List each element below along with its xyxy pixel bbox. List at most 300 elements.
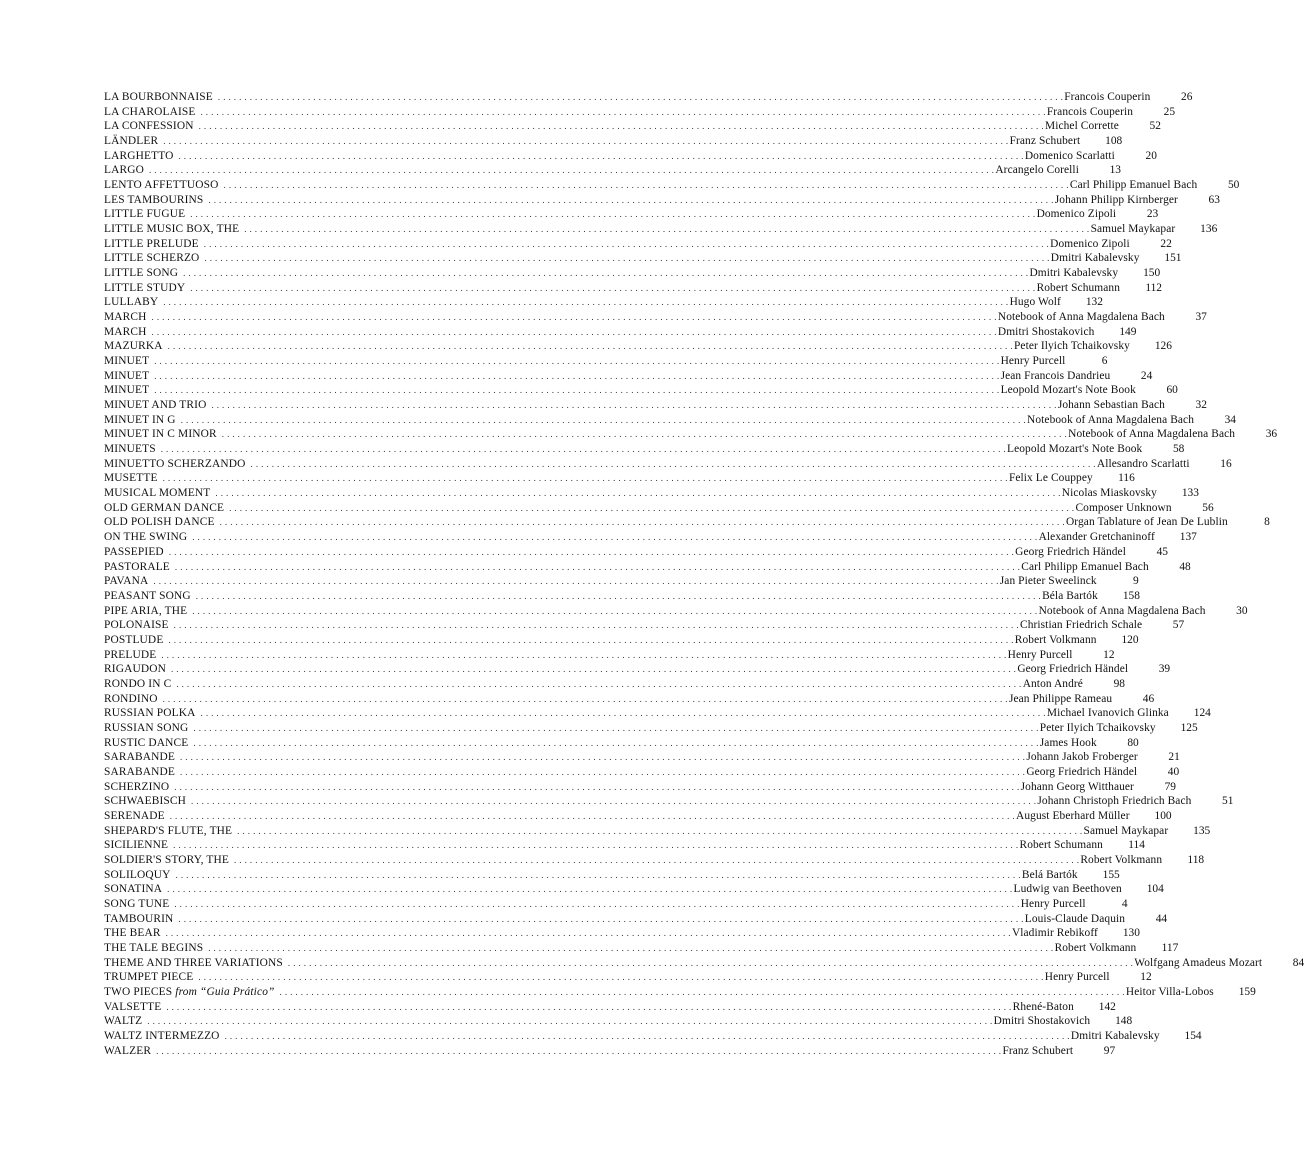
entry-page-number: 133: [1181, 487, 1199, 500]
index-entry: [104, 398, 1207, 413]
index-entry: [104, 413, 1236, 428]
entry-composer: Henry Purcell: [1007, 648, 1073, 661]
dot-leader: . . . . . . . . . . . . . . . . . . . . . . . . . . . . . . . . . . . . . . . . . . . . . . . . . . . . . . . . . . . . . . . . . . . . . . . . . . . . . . . . . . . . . . . . . . . . . . . . . . . . . . . . . . . . . . . . . . . . . . . . . . . . . . . . . . . . . . . . . . . . . . . . . . . . . . . . . . . . . . . .: [174, 898, 1020, 909]
entry-title-text: RUSSIAN SONG: [104, 721, 189, 734]
entry-page-number: 4: [1121, 897, 1128, 910]
entry-composer: Robert Volkmann: [1014, 633, 1097, 646]
dot-leader: . . . . . . . . . . . . . . . . . . . . . . . . . . . . . . . . . . . . . . . . . . . . . . . . . . . . . . . . . . . . . . . . . . . . . . . . . . . . . . . . . . . . . . . . . . . . . . . . . . . . . . . . . . . . . . . . . . . . . . . . . . . . . . . . . . . . . . . . . . . . . . . . . . . . . . . . . . . . . . . .: [180, 414, 1027, 425]
entry-composer: Dmitri Kabalevsky: [1050, 252, 1140, 265]
entry-title-text: SONG TUNE: [104, 897, 170, 910]
entry-page-number: 149: [1119, 325, 1137, 338]
entry-title-text: PIPE ARIA, THE: [104, 604, 188, 617]
entry-composer: Johann Georg Witthauer: [1020, 780, 1134, 793]
dot-leader: . . . . . . . . . . . . . . . . . . . . . . . . . . . . . . . . . . . . . . . . . . . . . . . . . . . . . . . . . . . . . . . . . . . . . . . . . . . . . . . . . . . . . . . . . . . . . . . . . . . . . . . . . . . . . . . . . . . . . . . . . . . . . . . . . . . . . . . . . . . . . . . . . . . . . . . . . . . . . . . .: [179, 752, 1026, 763]
dot-leader: . . . . . . . . . . . . . . . . . . . . . . . . . . . . . . . . . . . . . . . . . . . . . . . . . . . . . . . . . . . . . . . . . . . . . . . . . . . . . . . . . . . . . . . . . . . . . . . . . . . . . . . . . . . . . . . . . . . . . . . . . . . . . . . . . . . . . . . . . . . . . . . . . . . . . . . . . . . . . . . .: [163, 297, 1009, 308]
entry-page-number: 104: [1146, 883, 1164, 896]
entry-title: [104, 560, 170, 575]
entry-title: [104, 824, 232, 839]
index-entry: [104, 574, 1139, 589]
entry-page-number: 100: [1154, 809, 1172, 822]
entry-page-number: 56: [1202, 501, 1214, 514]
entry-composer: Henry Purcell: [1000, 355, 1066, 368]
index-entry: [104, 515, 1270, 530]
index-entry: [104, 794, 1234, 809]
entry-title: [104, 956, 283, 971]
entry-composer: Notebook of Anna Magdalena Bach: [997, 311, 1165, 324]
entry-title-text: VALSETTE: [104, 1000, 162, 1013]
entry-composer: Heitor Villa-Lobos: [1125, 985, 1214, 998]
entry-composer: Jan Pieter Sweelinck: [999, 575, 1097, 588]
entry-composer: Peter Ilyich Tchaikovsky: [1014, 340, 1130, 353]
entry-title: [104, 897, 169, 912]
entry-title-text: LITTLE PRELUDE: [104, 237, 199, 250]
entry-page-number: 22: [1160, 237, 1172, 250]
dot-leader: . . . . . . . . . . . . . . . . . . . . . . . . . . . . . . . . . . . . . . . . . . . . . . . . . . . . . . . . . . . . . . . . . . . . . . . . . . . . . . . . . . . . . . . . . . . . . . . . . . . . . . . . . . . . . . . . . . . . . . . . . . . . . . . . . . . . . . . . . . . . . . . . . . . . . . . . . . . . . . . .: [193, 722, 1039, 733]
entry-title: [104, 545, 164, 560]
entry-composer: Georg Friedrich Händel: [1015, 545, 1126, 558]
entry-page-number: 116: [1118, 472, 1135, 485]
entry-composer: Dmitri Shostakovich: [997, 325, 1095, 338]
index-entry: [104, 281, 1162, 296]
entry-composer: Felix Le Couppey: [1008, 472, 1093, 485]
entry-composer: Samuel Maykapar: [1083, 824, 1169, 837]
entry-title: [104, 706, 196, 721]
dot-leader: . . . . . . . . . . . . . . . . . . . . . . . . . . . . . . . . . . . . . . . . . . . . . . . . . . . . . . . . . . . . . . . . . . . . . . . . . . . . . . . . . . . . . . . . . . . . . . . . . . . . . . . . . . . . . . . . . . . . . . . . . . . . . . . . . . . . . . . . . . . . . . . . . . . . . . . . . . . . . . . .: [204, 253, 1050, 264]
index-entry: [104, 310, 1207, 325]
index-entry: [104, 897, 1128, 912]
entry-page-number: 124: [1193, 707, 1211, 720]
index-entry: [104, 501, 1214, 516]
index-entry: [104, 105, 1176, 120]
entry-title-text: LITTLE SONG: [104, 267, 179, 280]
entry-composer: Franz Schubert: [1002, 1044, 1074, 1057]
entry-title-text: SHEPARD'S FLUTE, THE: [104, 824, 233, 837]
entry-page-number: 26: [1181, 91, 1193, 103]
entry-title: [104, 149, 173, 164]
index-entry: [104, 1029, 1202, 1044]
index-entry: [104, 119, 1161, 134]
entry-page-number: 37: [1195, 311, 1207, 324]
entry-title: [104, 251, 199, 266]
index-entry: [104, 193, 1220, 208]
dot-leader: . . . . . . . . . . . . . . . . . . . . . . . . . . . . . . . . . . . . . . . . . . . . . . . . . . . . . . . . . . . . . . . . . . . . . . . . . . . . . . . . . . . . . . . . . . . . . . . . . . . . . . . . . . . . . . . . . . . . . . . . . . . . . . . . . . . . . . . . . . . . . . . . . . . . . . . . . . . . . . . .: [287, 957, 1134, 968]
entry-page-number: 51: [1222, 795, 1234, 808]
entry-title: [104, 692, 158, 707]
entry-title: [104, 780, 169, 795]
entry-title: [104, 310, 147, 325]
entry-title: [104, 648, 156, 663]
index-entry: [104, 985, 1256, 1000]
entry-title-text: LARGO: [104, 164, 144, 177]
entry-page-number: 8: [1264, 516, 1270, 529]
entry-page-number: 44: [1155, 912, 1168, 925]
dot-leader: . . . . . . . . . . . . . . . . . . . . . . . . . . . . . . . . . . . . . . . . . . . . . . . . . . . . . . . . . . . . . . . . . . . . . . . . . . . . . . . . . . . . . . . . . . . . . . . . . . . . . . . . . . . . . . . . . . . . . . . . . . . . . . . . . . . . . . . . . . . . . . . . . . . . . . . . . . . . . . . .: [165, 928, 1011, 939]
entry-title: [104, 736, 188, 751]
entry-title: [104, 882, 162, 897]
entry-title: [104, 486, 210, 501]
entry-composer: Alexander Gretchaninoff: [1038, 531, 1155, 544]
dot-leader: . . . . . . . . . . . . . . . . . . . . . . . . . . . . . . . . . . . . . . . . . . . . . . . . . . . . . . . . . . . . . . . . . . . . . . . . . . . . . . . . . . . . . . . . . . . . . . . . . . . . . . . . . . . . . . . . . . . . . . . . . . . . . . . . . . . . . . . . . . . . . . . . . . . . . . . . . . . . . . . .: [163, 136, 1009, 147]
entry-title: [104, 721, 188, 736]
index-entry: [104, 941, 1179, 956]
index-list: [104, 90, 1304, 1058]
index-entry: [104, 677, 1125, 692]
dot-leader: . . . . . . . . . . . . . . . . . . . . . . . . . . . . . . . . . . . . . . . . . . . . . . . . . . . . . . . . . . . . . . . . . . . . . . . . . . . . . . . . . . . . . . . . . . . . . . . . . . . . . . . . . . . . . . . . . . . . . . . . . . . . . . . . . . . . . . . . . . . . . . . . . . . . . . . . . . . . . . . .: [237, 825, 1083, 836]
dot-leader: . . . . . . . . . . . . . . . . . . . . . . . . . . . . . . . . . . . . . . . . . . . . . . . . . . . . . . . . . . . . . . . . . . . . . . . . . . . . . . . . . . . . . . . . . . . . . . . . . . . . . . . . . . . . . . . . . . . . . . . . . . . . . . . . . . . . . . . . . . . . . . . . . . . . . . . . . . . . . . . .: [190, 209, 1036, 220]
entry-title-text: MINUET IN G: [104, 413, 176, 426]
entry-title: [104, 750, 175, 765]
entry-title-text: LULLABY: [104, 296, 159, 309]
entry-title-text: TAMBOURIN: [104, 912, 174, 925]
index-entry: [104, 912, 1168, 927]
entry-page-number: 125: [1180, 721, 1198, 734]
dot-leader: . . . . . . . . . . . . . . . . . . . . . . . . . . . . . . . . . . . . . . . . . . . . . . . . . . . . . . . . . . . . . . . . . . . . . . . . . . . . . . . . . . . . . . . . . . . . . . . . . . . . . . . . . . . . . . . . . . . . . . . . . . . . . . . . . . . . . . . . . . . . . . . . . . . . . . . . . . . . . . . .: [167, 341, 1013, 352]
dot-leader: . . . . . . . . . . . . . . . . . . . . . . . . . . . . . . . . . . . . . . . . . . . . . . . . . . . . . . . . . . . . . . . . . . . . . . . . . . . . . . . . . . . . . . . . . . . . . . . . . . . . . . . . . . . . . . . . . . . . . . . . . . . . . . . . . . . . . . . . . . . . . . . . . . . . . . . . . . . . . . . .: [174, 561, 1021, 572]
dot-leader: . . . . . . . . . . . . . . . . . . . . . . . . . . . . . . . . . . . . . . . . . . . . . . . . . . . . . . . . . . . . . . . . . . . . . . . . . . . . . . . . . . . . . . . . . . . . . . . . . . . . . . . . . . . . . . . . . . . . . . . . . . . . . . . . . . . . . . . . . . . . . . . . . . . . . . . . . . . . . . . .: [208, 942, 1054, 953]
entry-title: [104, 618, 169, 633]
entry-page-number: 80: [1127, 736, 1139, 749]
index-entry: [104, 956, 1304, 971]
entry-page-number: 136: [1200, 223, 1218, 236]
entry-page-number: 137: [1179, 531, 1197, 544]
entry-title-text: LITTLE FUGUE: [104, 208, 186, 221]
entry-page-number: 108: [1105, 135, 1123, 148]
dot-leader: . . . . . . . . . . . . . . . . . . . . . . . . . . . . . . . . . . . . . . . . . . . . . . . . . . . . . . . . . . . . . . . . . . . . . . . . . . . . . . . . . . . . . . . . . . . . . . . . . . . . . . . . . . . . . . . . . . . . . . . . . . . . . . . . . . . . . . . . . . . . . . . . . . . . . . . . . . . . . . . .: [147, 1016, 993, 1027]
index-entry: [104, 853, 1205, 868]
entry-title: [104, 163, 144, 178]
entry-composer: Domenico Scarlatti: [1024, 149, 1115, 162]
entry-title: [104, 1029, 220, 1044]
index-entry: [104, 339, 1172, 354]
dot-leader: . . . . . . . . . . . . . . . . . . . . . . . . . . . . . . . . . . . . . . . . . . . . . . . . . . . . . . . . . . . . . . . . . . . . . . . . . . . . . . . . . . . . . . . . . . . . . . . . . . . . . . . . . . . . . . . . . . . . . . . . . . . . . . . . . . . . . . . . . . . . . . . . . . . . . . . . . . . . . . . .: [154, 370, 1000, 381]
dot-leader: . . . . . . . . . . . . . . . . . . . . . . . . . . . . . . . . . . . . . . . . . . . . . . . . . . . . . . . . . . . . . . . . . . . . . . . . . . . . . . . . . . . . . . . . . . . . . . . . . . . . . . . . . . . . . . . . . . . . . . . . . . . . . . . . . . . . . . . . . . . . . . . . . . . . . . . . . . . . . . . .: [193, 737, 1039, 748]
dot-leader: . . . . . . . . . . . . . . . . . . . . . . . . . . . . . . . . . . . . . . . . . . . . . . . . . . . . . . . . . . . . . . . . . . . . . . . . . . . . . . . . . . . . . . . . . . . . . . . . . . . . . . . . . . . . . . . . . . . . . . . . . . . . . . . . . . . . . . . . . . . . . . . . . . . . . . . . . . . . . . . .: [173, 840, 1019, 851]
entry-composer: Louis-Claude Daquin: [1024, 912, 1126, 925]
entry-title: [104, 912, 173, 927]
entry-title: [104, 589, 191, 604]
entry-page-number: 24: [1140, 369, 1153, 382]
entry-page-number: 48: [1179, 560, 1191, 573]
index-entry: [104, 325, 1137, 340]
entry-composer: Nicolas Miaskovsky: [1061, 487, 1157, 500]
entry-title-text: SOLDIER'S STORY, THE: [104, 853, 229, 866]
entry-page-number: 148: [1115, 1015, 1133, 1028]
entry-page-number: 132: [1085, 296, 1103, 309]
entry-title-text: LARGHETTO: [104, 149, 174, 162]
entry-title-text: MINUETTO SCHERZANDO: [104, 457, 246, 470]
entry-composer: Wolfgang Amadeus Mozart: [1134, 956, 1263, 969]
dot-leader: . . . . . . . . . . . . . . . . . . . . . . . . . . . . . . . . . . . . . . . . . . . . . . . . . . . . . . . . . . . . . . . . . . . . . . . . . . . . . . . . . . . . . . . . . . . . . . . . . . . . . . . . . . . . . . . . . . . . . . . . . . . . . . . . . . . . . . . . . . . . . . . . . . . . . . . . . . . . . . . .: [151, 312, 997, 323]
entry-page-number: 13: [1109, 164, 1121, 177]
entry-composer: Leopold Mozart's Note Book: [1000, 384, 1136, 397]
dot-leader: . . . . . . . . . . . . . . . . . . . . . . . . . . . . . . . . . . . . . . . . . . . . . . . . . . . . . . . . . . . . . . . . . . . . . . . . . . . . . . . . . . . . . . . . . . . . . . . . . . . . . . . . . . . . . . . . . . . . . . . . . . . . . . . . . . . . . . . . . . . . . . . . . . . . . . . . . . . . . . . .: [223, 180, 1069, 191]
entry-page-number: 34: [1224, 413, 1236, 426]
dot-leader: . . . . . . . . . . . . . . . . . . . . . . . . . . . . . . . . . . . . . . . . . . . . . . . . . . . . . . . . . . . . . . . . . . . . . . . . . . . . . . . . . . . . . . . . . . . . . . . . . . . . . . . . . . . . . . . . . . . . . . . . . . . . . . . . . . . . . . . . . . . . . . . . . . . . . . . . . . . . . . . .: [162, 693, 1008, 704]
entry-title-text: MINUET: [104, 355, 150, 368]
entry-composer: Robert Volkmann: [1080, 853, 1163, 866]
index-entry: [104, 618, 1185, 633]
index-entry: [104, 369, 1153, 384]
entry-page-number: 159: [1238, 985, 1256, 998]
entry-title-text: TRUMPET PIECE: [104, 971, 194, 984]
entry-composer: Allesandro Scarlatti: [1096, 457, 1190, 470]
dot-leader: . . . . . . . . . . . . . . . . . . . . . . . . . . . . . . . . . . . . . . . . . . . . . . . . . . . . . . . . . . . . . . . . . . . . . . . . . . . . . . . . . . . . . . . . . . . . . . . . . . . . . . . . . . . . . . . . . . . . . . . . . . . . . . . . . . . . . . . . . . . . . . . . . . . . . . . . . . . . . . . .: [200, 708, 1046, 719]
entry-composer: Dmitri Kabalevsky: [1029, 267, 1119, 280]
entry-composer: Francois Couperin: [1046, 105, 1134, 118]
entry-title: [104, 1014, 142, 1029]
entry-composer: Johann Philipp Kirnberger: [1054, 193, 1178, 206]
entry-title-text: MUSETTE: [104, 472, 158, 485]
entry-composer: Leopold Mozart's Note Book: [1007, 443, 1143, 456]
entry-title: [104, 868, 171, 883]
dot-leader: . . . . . . . . . . . . . . . . . . . . . . . . . . . . . . . . . . . . . . . . . . . . . . . . . . . . . . . . . . . . . . . . . . . . . . . . . . . . . . . . . . . . . . . . . . . . . . . . . . . . . . . . . . . . . . . . . . . . . . . . . . . . . . . . . . . . . . . . . . . . . . . . . . . . . . . . . . . . . . . .: [203, 238, 1050, 249]
entry-page-number: 118: [1187, 853, 1205, 866]
entry-title-text: THE BEAR: [104, 927, 161, 940]
entry-title: [104, 457, 246, 472]
entry-title-text: LA CONFESSION: [104, 120, 194, 133]
index-entry: [104, 354, 1108, 369]
entry-page-number: 30: [1236, 604, 1248, 617]
entry-title-text: LITTLE MUSIC BOX, THE: [104, 223, 240, 236]
index-entry: [104, 662, 1171, 677]
entry-title-text: LES TAMBOURINS: [104, 193, 204, 206]
entry-composer: Robert Schumann: [1036, 281, 1120, 294]
dot-leader: . . . . . . . . . . . . . . . . . . . . . . . . . . . . . . . . . . . . . . . . . . . . . . . . . . . . . . . . . . . . . . . . . . . . . . . . . . . . . . . . . . . . . . . . . . . . . . . . . . . . . . . . . . . . . . . . . . . . . . . . . . . . . . . . . . . . . . . . . . . . . . . . . . . . . . . . . . . . . . . .: [161, 649, 1007, 660]
entry-title-text: LA BOURBONNAISE: [104, 91, 213, 103]
entry-page-number: 112: [1145, 281, 1162, 294]
entry-title: [104, 413, 176, 428]
entry-title-text: SARABANDE: [104, 751, 175, 764]
entry-title-text: MINUET: [104, 384, 150, 397]
index-entry: [104, 926, 1140, 941]
entry-title-text: RONDINO: [104, 692, 158, 705]
entry-page-number: 126: [1154, 340, 1172, 353]
entry-page-number: 130: [1122, 927, 1140, 940]
entry-title: [104, 442, 156, 457]
entry-composer: Hugo Wolf: [1009, 296, 1061, 309]
entry-title-text: POLONAISE: [104, 619, 169, 632]
entry-title-text: WALTZ: [104, 1015, 143, 1028]
entry-title: [104, 985, 275, 1000]
dot-leader: . . . . . . . . . . . . . . . . . . . . . . . . . . . . . . . . . . . . . . . . . . . . . . . . . . . . . . . . . . . . . . . . . . . . . . . . . . . . . . . . . . . . . . . . . . . . . . . . . . . . . . . . . . . . . . . . . . . . . . . . . . . . . . . . . . . . . . . . . . . . . . . . . . . . . . . . . . . . . . . .: [221, 429, 1068, 440]
entry-page-number: 158: [1122, 589, 1140, 602]
entry-title: [104, 633, 163, 648]
entry-title-text: SCHWAEBISCH: [104, 795, 187, 808]
entry-composer: Michael Ivanovich Glinka: [1046, 707, 1169, 720]
dot-leader: . . . . . . . . . . . . . . . . . . . . . . . . . . . . . . . . . . . . . . . . . . . . . . . . . . . . . . . . . . . . . . . . . . . . . . . . . . . . . . . . . . . . . . . . . . . . . . . . . . . . . . . . . . . . . . . . . . . . . . . . . . . . . . . . . . . . . . . . . . . . . . . . . . . . . . . . . . . . . . . .: [154, 385, 1000, 396]
entry-title: [104, 119, 194, 134]
dot-leader: . . . . . . . . . . . . . . . . . . . . . . . . . . . . . . . . . . . . . . . . . . . . . . . . . . . . . . . . . . . . . . . . . . . . . . . . . . . . . . . . . . . . . . . . . . . . . . . . . . . . . . . . . . . . . . . . . . . . . . . . . . . . . . . . . . . . . . . . . . . . . . . . . . . . . . . . . . . . . . . .: [170, 664, 1017, 675]
entry-title-text: ON THE SWING: [104, 531, 188, 544]
entry-composer: Vladimir Rebikoff: [1011, 927, 1098, 940]
index-entry: [104, 750, 1180, 765]
entry-page-number: 114: [1128, 839, 1145, 852]
index-entry: [104, 163, 1121, 178]
entry-page-number: 25: [1163, 105, 1176, 118]
entry-composer: Domenico Zipoli: [1036, 208, 1117, 221]
entry-composer: August Eberhard Müller: [1016, 809, 1130, 822]
entry-composer: Johann Jakob Froberger: [1026, 751, 1138, 764]
entry-title: [104, 662, 166, 677]
entry-page-number: 21: [1168, 751, 1180, 764]
entry-title-text: SICILIENNE: [104, 839, 169, 852]
dot-leader: . . . . . . . . . . . . . . . . . . . . . . . . . . . . . . . . . . . . . . . . . . . . . . . . . . . . . . . . . . . . . . . . . . . . . . . . . . . . . . . . . . . . . . . . . . . . . . . . . . . . . . . . . . . . . . . . . . . . . . . . . . . . . . . . . . . . . . . . . . . . . . . . . . . . . . . . . . . . . . . .: [183, 268, 1029, 279]
index-entry: [104, 471, 1135, 486]
dot-leader: . . . . . . . . . . . . . . . . . . . . . . . . . . . . . . . . . . . . . . . . . . . . . . . . . . . . . . . . . . . . . . . . . . . . . . . . . . . . . . . . . . . . . . . . . . . . . . . . . . . . . . . . . . . . . . . . . . . . . . . . . . . . . . . . . . . . . . . . . . . . . . . . . . . . . . . . . . . . . . . .: [175, 869, 1021, 880]
index-entry: [104, 706, 1211, 721]
index-entry: [104, 809, 1172, 824]
entry-title: [104, 574, 148, 589]
entry-composer: Henry Purcell: [1020, 897, 1086, 910]
index-entry: [104, 780, 1176, 795]
entry-title-text: LENTO AFFETTUOSO: [104, 179, 219, 192]
index-entry: [104, 207, 1159, 222]
entry-page-number: 154: [1184, 1030, 1202, 1042]
index-entry: [104, 970, 1152, 985]
entry-title: [104, 207, 185, 222]
entry-title: [104, 295, 158, 310]
dot-leader: . . . . . . . . . . . . . . . . . . . . . . . . . . . . . . . . . . . . . . . . . . . . . . . . . . . . . . . . . . . . . . . . . . . . . . . . . . . . . . . . . . . . . . . . . . . . . . . . . . . . . . . . . . . . . . . . . . . . . . . . . . . . . . . . . . . . . . . . . . . . . . . . . . . . . . . . . . . . . . . .: [169, 810, 1016, 821]
entry-title: [104, 838, 168, 853]
dot-leader: . . . . . . . . . . . . . . . . . . . . . . . . . . . . . . . . . . . . . . . . . . . . . . . . . . . . . . . . . . . . . . . . . . . . . . . . . . . . . . . . . . . . . . . . . . . . . . . . . . . . . . . . . . . . . . . . . . . . . . . . . . . . . . . . . . . . . . . . . . . . . . . . . . . . . . . . . . . . . . . .: [151, 326, 997, 337]
dot-leader: . . . . . . . . . . . . . . . . . . . . . . . . . . . . . . . . . . . . . . . . . . . . . . . . . . . . . . . . . . . . . . . . . . . . . . . . . . . . . . . . . . . . . . . . . . . . . . . . . . . . . . . . . . . . . . . . . . . . . . . . . . . . . . . . . . . . . . . . . . . . . . . . . . . . . . . . . . . . . . . .: [176, 678, 1022, 689]
entry-title: [104, 809, 165, 824]
entry-title-text: RIGAUDON: [104, 663, 166, 676]
entry-title-text: RONDO IN C: [104, 677, 172, 690]
entry-title-text: PAVANA: [104, 575, 149, 588]
entry-title: [104, 222, 239, 237]
index-entry: [104, 633, 1139, 648]
entry-composer: Notebook of Anna Magdalena Bach: [1038, 604, 1206, 617]
index-entry: [104, 530, 1197, 545]
entry-page-number: 57: [1172, 619, 1185, 632]
entry-page-number: 39: [1158, 663, 1171, 676]
dot-leader: . . . . . . . . . . . . . . . . . . . . . . . . . . . . . . . . . . . . . . . . . . . . . . . . . . . . . . . . . . . . . . . . . . . . . . . . . . . . . . . . . . . . . . . . . . . . . . . . . . . . . . . . . . . . . . . . . . . . . . . . . . . . . . . . . . . . . . . . . . . . . . . . . . . . . . . . . . . . . . . .: [219, 517, 1065, 528]
entry-title: [104, 90, 213, 105]
index-entry: [104, 1000, 1116, 1015]
dot-leader: . . . . . . . . . . . . . . . . . . . . . . . . . . . . . . . . . . . . . . . . . . . . . . . . . . . . . . . . . . . . . . . . . . . . . . . . . . . . . . . . . . . . . . . . . . . . . . . . . . . . . . . . . . . . . . . . . . . . . . . . . . . . . . . . . . . . . . . . . . . . . . . . . . . . . . . . . . . . . . . .: [154, 356, 1000, 367]
entry-composer: James Hook: [1039, 736, 1097, 749]
entry-title-text: MARCH: [104, 325, 147, 338]
entry-page-number: 151: [1164, 252, 1182, 265]
entry-title-text: SCHERZINO: [104, 780, 170, 793]
entry-composer: Michel Corrette: [1044, 120, 1119, 133]
entry-page-number: 36: [1265, 428, 1278, 441]
entry-title-text: LA CHAROLAISE: [104, 105, 196, 118]
entry-title-text: LITTLE SCHERZO: [104, 252, 200, 265]
dot-leader: . . . . . . . . . . . . . . . . . . . . . . . . . . . . . . . . . . . . . . . . . . . . . . . . . . . . . . . . . . . . . . . . . . . . . . . . . . . . . . . . . . . . . . . . . . . . . . . . . . . . . . . . . . . . . . . . . . . . . . . . . . . . . . . . . . . . . . . . . . . . . . . . . . . . . . . . . . . . . . . .: [173, 620, 1019, 631]
index-entry: [104, 721, 1198, 736]
index-entry: [104, 882, 1164, 897]
dot-leader: . . . . . . . . . . . . . . . . . . . . . . . . . . . . . . . . . . . . . . . . . . . . . . . . . . . . . . . . . . . . . . . . . . . . . . . . . . . . . . . . . . . . . . . . . . . . . . . . . . . . . . . . . . . . . . . . . . . . . . . . . . . . . . . . . . . . . . . . . . . . . . . . . . . . . . . . . . . . . . . .: [190, 282, 1036, 293]
dot-leader: . . . . . . . . . . . . . . . . . . . . . . . . . . . . . . . . . . . . . . . . . . . . . . . . . . . . . . . . . . . . . . . . . . . . . . . . . . . . . . . . . . . . . . . . . . . . . . . . . . . . . . . . . . . . . . . . . . . . . . . . . . . . . . . . . . . . . . . . . . . . . . . . . . . . . . . . . . . . . . . .: [160, 444, 1007, 455]
entry-page-number: 60: [1166, 384, 1178, 397]
dot-leader: . . . . . . . . . . . . . . . . . . . . . . . . . . . . . . . . . . . . . . . . . . . . . . . . . . . . . . . . . . . . . . . . . . . . . . . . . . . . . . . . . . . . . . . . . . . . . . . . . . . . . . . . . . . . . . . . . . . . . . . . . . . . . . . . . . . . . . . . . . . . . . . . . . . . . . . . . . . . . . . .: [208, 194, 1054, 205]
entry-composer: Georg Friedrich Händel: [1026, 765, 1138, 778]
entry-title-text: SONATINA: [104, 883, 163, 896]
index-entry: [104, 237, 1172, 252]
entry-page-number: 20: [1145, 149, 1157, 162]
index-entry: [104, 692, 1155, 707]
entry-title: [104, 794, 186, 809]
entry-page-number: 98: [1113, 677, 1125, 690]
entry-title-text: OLD POLISH DANCE: [104, 516, 215, 529]
index-entry: [104, 295, 1103, 310]
entry-title: [104, 530, 187, 545]
entry-title: [104, 604, 187, 619]
entry-title: [104, 178, 219, 193]
entry-title: [104, 134, 158, 149]
index-entry: [104, 1014, 1133, 1029]
entry-title-text: TWO PIECES: [104, 985, 173, 998]
entry-composer: Robert Schumann: [1019, 839, 1103, 852]
dot-leader: . . . . . . . . . . . . . . . . . . . . . . . . . . . . . . . . . . . . . . . . . . . . . . . . . . . . . . . . . . . . . . . . . . . . . . . . . . . . . . . . . . . . . . . . . . . . . . . . . . . . . . . . . . . . . . . . . . . . . . . . . . . . . . . . . . . . . . . . . . . . . . . . . . . . . . . . . . . . . . . .: [198, 972, 1044, 983]
entry-title-text: MINUET AND TRIO: [104, 399, 207, 412]
entry-title: [104, 427, 217, 442]
entry-title: [104, 354, 149, 369]
index-entry: [104, 149, 1157, 164]
entry-page-number: 135: [1193, 824, 1211, 837]
entry-title-text: MINUET IN C MINOR: [104, 428, 217, 441]
entry-composer: Arcangelo Corelli: [995, 164, 1079, 177]
entry-title: [104, 383, 149, 398]
entry-title-text: WALTZ INTERMEZZO: [104, 1030, 220, 1042]
index-entry: [104, 868, 1120, 883]
entry-title-text: PRELUDE: [104, 648, 157, 661]
entry-page-number: 32: [1195, 399, 1207, 412]
entry-title: [104, 941, 203, 956]
dot-leader: . . . . . . . . . . . . . . . . . . . . . . . . . . . . . . . . . . . . . . . . . . . . . . . . . . . . . . . . . . . . . . . . . . . . . . . . . . . . . . . . . . . . . . . . . . . . . . . . . . . . . . . . . . . . . . . . . . . . . . . . . . . . . . . . . . . . . . . . . . . . . . . . . . . . . . . . . . . . . . . .: [153, 576, 999, 587]
index-entry: [104, 589, 1140, 604]
entry-composer: Johann Christoph Friedrich Bach: [1037, 795, 1192, 808]
index-entry: [104, 222, 1218, 237]
entry-composer: Organ Tablature of Jean De Lublin: [1065, 516, 1228, 529]
entry-title: [104, 339, 163, 354]
dot-leader: . . . . . . . . . . . . . . . . . . . . . . . . . . . . . . . . . . . . . . . . . . . . . . . . . . . . . . . . . . . . . . . . . . . . . . . . . . . . . . . . . . . . . . . . . . . . . . . . . . . . . . . . . . . . . . . . . . . . . . . . . . . . . . . . . . . . . . . . . . . . . . . . . . . . . . . . . . . . . . . .: [192, 532, 1038, 543]
dot-leader: . . . . . . . . . . . . . . . . . . . . . . . . . . . . . . . . . . . . . . . . . . . . . . . . . . . . . . . . . . . . . . . . . . . . . . . . . . . . . . . . . . . . . . . . . . . . . . . . . . . . . . . . . . . . . . . . . . . . . . . . . . . . . . . . . . . . . . . . . . . . . . . . . . . . . . . . . . . . . . . .: [250, 458, 1096, 469]
entry-title-text: RUSSIAN POLKA: [104, 707, 196, 720]
dot-leader: . . . . . . . . . . . . . . . . . . . . . . . . . . . . . . . . . . . . . . . . . . . . . . . . . . . . . . . . . . . . . . . . . . . . . . . . . . . . . . . . . . . . . . . . . . . . . . . . . . . . . . . . . . . . . . . . . . . . . . . . . . . . . . . . . . . . . . . . . . . . . . . . . . . . . . . . . . . . . . . .: [148, 165, 995, 176]
entry-title-text: RUSTIC DANCE: [104, 736, 189, 749]
dot-leader: . . . . . . . . . . . . . . . . . . . . . . . . . . . . . . . . . . . . . . . . . . . . . . . . . . . . . . . . . . . . . . . . . . . . . . . . . . . . . . . . . . . . . . . . . . . . . . . . . . . . . . . . . . . . . . . . . . . . . . . . . . . . . . . . . . . . . . . . . . . . . . . . . . . . . . . . . . . . . . . .: [244, 224, 1090, 235]
entry-title-text: SARABANDE: [104, 765, 175, 778]
entry-page-number: 52: [1149, 120, 1161, 133]
index-entry: [104, 90, 1193, 105]
entry-page-number: 58: [1172, 443, 1185, 456]
dot-leader: . . . . . . . . . . . . . . . . . . . . . . . . . . . . . . . . . . . . . . . . . . . . . . . . . . . . . . . . . . . . . . . . . . . . . . . . . . . . . . . . . . . . . . . . . . . . . . . . . . . . . . . . . . . . . . . . . . . . . . . . . . . . . . . . . . . . . . . . . . . . . . . . . . . . . . . . . . . . . . . .: [174, 781, 1020, 792]
entry-composer: Béla Bartók: [1042, 589, 1098, 602]
dot-leader: . . . . . . . . . . . . . . . . . . . . . . . . . . . . . . . . . . . . . . . . . . . . . . . . . . . . . . . . . . . . . . . . . . . . . . . . . . . . . . . . . . . . . . . . . . . . . . . . . . . . . . . . . . . . . . . . . . . . . . . . . . . . . . . . . . . . . . . . . . . . . . . . . . . . . . . . . . . . . . . .: [224, 1031, 1070, 1041]
entry-title: [104, 853, 229, 868]
index-entry: [104, 824, 1211, 839]
index-entry: [104, 838, 1145, 853]
entry-composer: Johann Sebastian Bach: [1057, 399, 1165, 412]
entry-composer: Dmitri Shostakovich: [993, 1015, 1091, 1028]
entry-composer: Rhené-Baton: [1012, 1000, 1074, 1013]
dot-leader: . . . . . . . . . . . . . . . . . . . . . . . . . . . . . . . . . . . . . . . . . . . . . . . . . . . . . . . . . . . . . . . . . . . . . . . . . . . . . . . . . . . . . . . . . . . . . . . . . . . . . . . . . . . . . . . . . . . . . . . . . . . . . . . . . . . . . . . . . . . . . . . . . . . . . . . . . . . . . . . .: [168, 634, 1014, 645]
entry-composer: Franz Schubert: [1009, 135, 1081, 148]
entry-page-number: 12: [1140, 971, 1152, 984]
entry-title-text: PEASANT SONG: [104, 589, 191, 602]
entry-composer: Samuel Maykapar: [1090, 223, 1176, 236]
entry-title-text: SERENADE: [104, 809, 165, 822]
dot-leader: . . . . . . . . . . . . . . . . . . . . . . . . . . . . . . . . . . . . . . . . . . . . . . . . . . . . . . . . . . . . . . . . . . . . . . . . . . . . . . . . . . . . . . . . . . . . . . . . . . . . . . . . . . . . . . . . . . . . . . . . . . . . . . . . . . . . . . . . . . . . . . . . . . . . . . . . . . . . . . . .: [191, 796, 1037, 807]
dot-leader: . . . . . . . . . . . . . . . . . . . . . . . . . . . . . . . . . . . . . . . . . . . . . . . . . . . . . . . . . . . . . . . . . . . . . . . . . . . . . . . . . . . . . . . . . . . . . . . . . . . . . . . . . . . . . . . . . . . . . . . . . . . . . . . . . . . . . . . . . . . . . . . . . . . . . . . . . . . . . . . .: [211, 400, 1057, 411]
dot-leader: . . . . . . . . . . . . . . . . . . . . . . . . . . . . . . . . . . . . . . . . . . . . . . . . . . . . . . . . . . . . . . . . . . . . . . . . . . . . . . . . . . . . . . . . . . . . . . . . . . . . . . . . . . . . . . . . . . . . . . . . . . . . . . . . . . . . . . . . . . . . . . . . . . . . . . . . . . . . . . . .: [178, 913, 1024, 924]
entry-title: [104, 105, 196, 120]
entry-title-text: PASTORALE: [104, 560, 170, 573]
dot-leader: . . . . . . . . . . . . . . . . . . . . . . . . . . . . . . . . . . . . . . . . . . . . . . . . . . . . . . . . . . . . . . . . . . . . . . . . . . . . . . . . . . . . . . . . . . . . . . . . . . . . . . . . . . . . . . . . . . . . . . . . . . . . . . . . . . . . . . . . . . . . . . . . . . . . . . . . . . . . . . . .: [229, 502, 1075, 513]
